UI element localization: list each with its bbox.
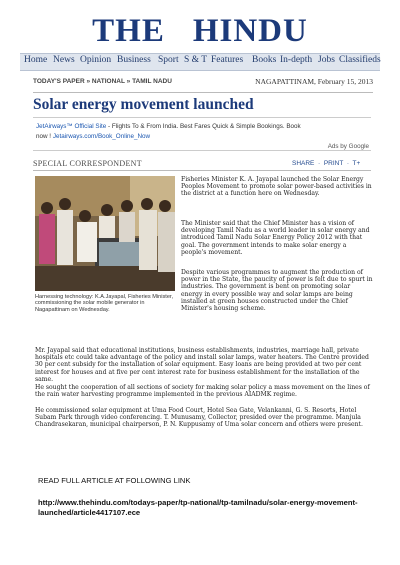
text-size-link[interactable]: T+ [352,160,361,167]
ad-box [33,117,371,151]
nav-item-home[interactable]: Home [24,55,48,65]
main-nav [20,53,380,71]
breadcrumb-bar [33,78,373,93]
nav-item-news[interactable]: News [53,55,75,65]
article-paragraph-5: He sought the cooperation of all sections of society for making solar policy a mass movement on the lines of the rain water harvesting programme implemented in the previous AIADMK regime. [35,384,370,399]
share-link[interactable]: SHARE [292,160,315,167]
masthead-the: THE [92,13,165,49]
photo-caption: Harnessing technology: K.A.Jayapal, Fisheries Minister, commissioning the solar mobile generator in Nagapattinam on Wednesday. [35,294,174,313]
ad-text-1: - Flights To & From India. Best Fares Quick & Simple Bookings. Book [106,123,301,130]
article-paragraph-2: The Minister said that the Chief Minister has a vision of developing Tamil Nadu as a world leader in solar energy and introduced Tamil Nadu Solar Energy Policy 2012 with that goal. The government intends to make solar energy a people's movement. [181,220,370,256]
ad-title-link[interactable]: JetAirways™ Official Site [36,123,107,130]
byline: SPECIAL CORRESPONDENT [33,159,142,168]
nav-item-books[interactable]: Books [252,55,277,65]
masthead-hindu: HINDU [192,13,308,49]
nav-item-in-depth[interactable]: In-depth [280,55,313,65]
ad-text-2: now ! [36,133,53,140]
nav-item-classifieds[interactable]: Classifieds [339,55,381,65]
nav-item-business[interactable]: Business [117,55,151,65]
ad-link[interactable]: Jetairways.com/Book_Online_Now [52,133,151,140]
article-headline: Solar energy movement launched [33,96,254,113]
print-link[interactable]: PRINT [323,160,344,167]
breadcrumb[interactable]: TODAY'S PAPER » NATIONAL » TAMIL NADU [33,78,172,85]
nav-item-features[interactable]: Features [211,55,244,65]
article-tools [292,160,360,167]
nav-item-jobs[interactable]: Jobs [318,55,335,65]
article-photo [35,176,175,291]
article-paragraph-3: Despite various programmes to augment the production of power in the State, the paucity of power is felt due to spurt in industries. The government is bent on promoting solar energy in every possible way and solar lamps are being installed at green houses constructed under the Chief Minister's housing scheme. [181,269,373,313]
article-paragraph-1: Fisheries Minister K. A. Jayapal launched the Solar Energy Peoples Movement to promote solar power-based activities in the district at a function here on Wednesday. [181,176,372,198]
article-paragraph-6: He commissioned solar equipment at Uma Food Court, Hotel Sea Gate, Velankanni, G. S. Resorts, Hotel Subam Park through video conferencing. T. Munusamy, Collector, presided over the programme. Manjula Chandrasekaran, municipal chairperson, P. N. Kuppusamy of Uma solar concern and others were present. [35,407,363,429]
read-more-label: READ FULL ARTICLE AT FOLLOWING LINK [38,476,191,485]
nav-item-s-and-t[interactable]: S & T [184,55,208,65]
nav-item-opinion[interactable]: Opinion [80,55,112,65]
dateline: NAGAPATTINAM, February 15, 2013 [255,77,373,86]
tools-separator: · [345,160,351,167]
tools-separator: · [316,160,322,167]
divider [33,170,371,171]
nav-item-sport[interactable]: Sport [158,55,179,65]
ads-by-google[interactable]: Ads by Google [327,143,369,150]
article-paragraph-4: Mr. Jayapal said that educational institutions, business establishments, industries, marriage hall, private hospitals etc could take advantage of the policy and install solar lamps, water heaters. The Centre provided 30 per cent subsidy for the installation of solar equipment. Easy loans are being provided at two per cent interest for houses and at five per cent interest rate for business establishment for the installation of the same. [35,347,369,383]
masthead-logo[interactable] [0,14,400,48]
photo-illustration [35,176,175,291]
article-url-link[interactable]: http://www.thehindu.com/todays-paper/tp-national/tp-tamilnadu/solar-energy-movement-launched/article4417107.ece [38,498,358,517]
